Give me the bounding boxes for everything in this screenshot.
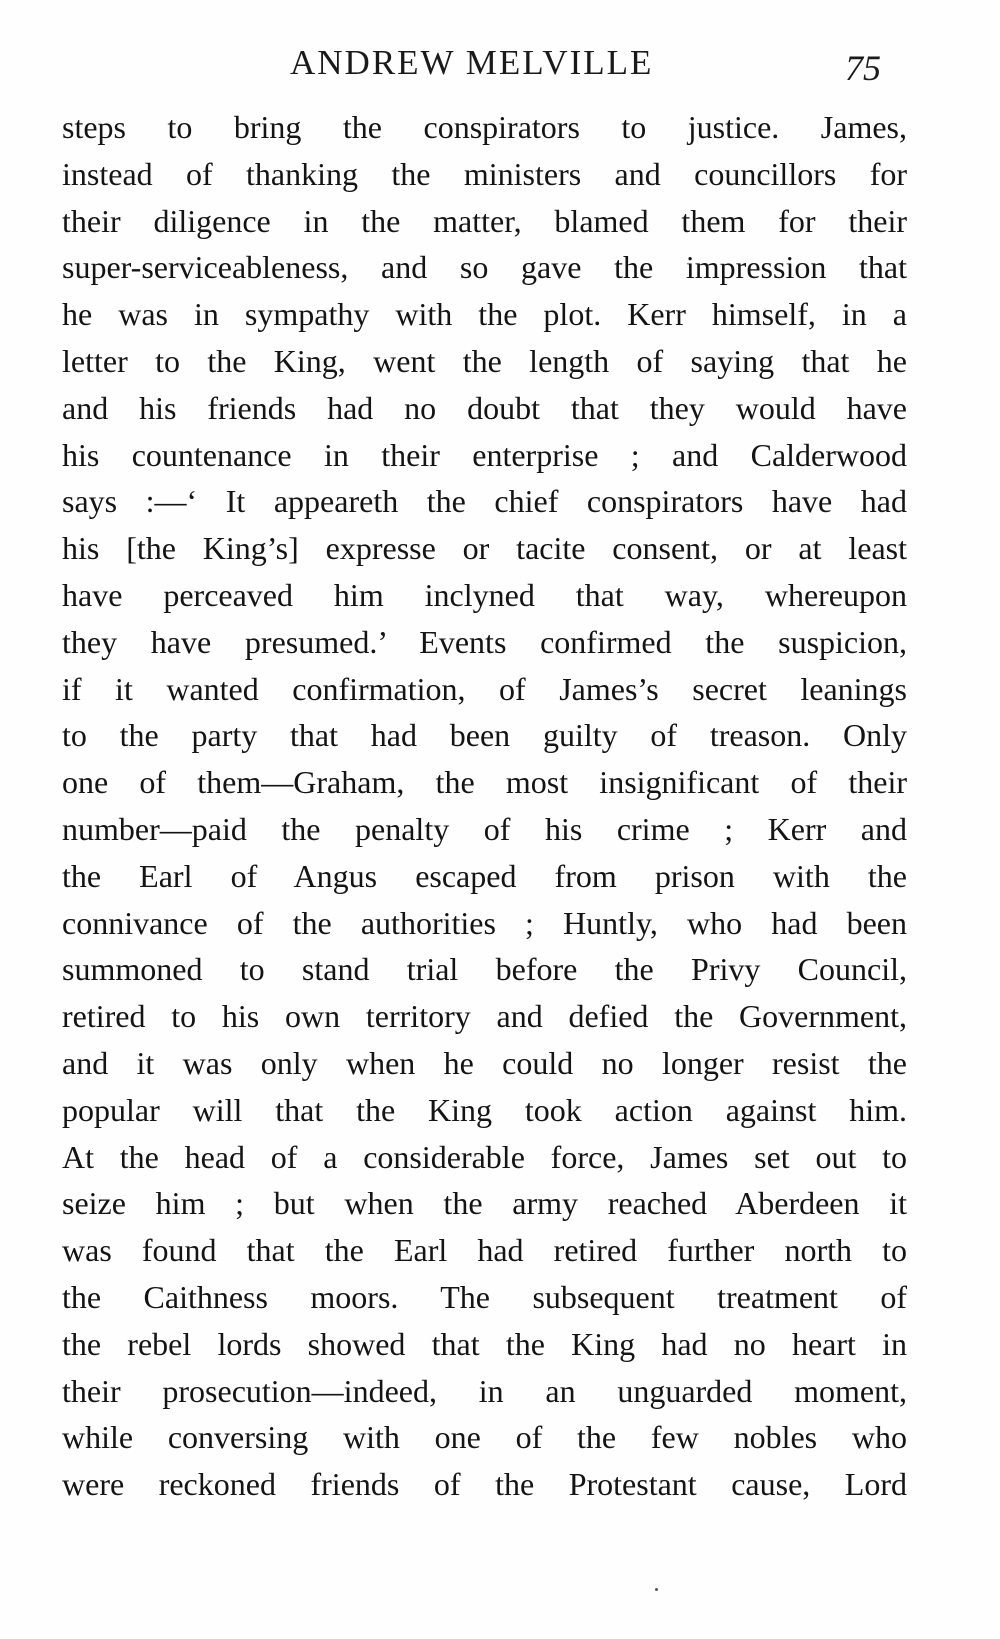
text-line: instead of thanking the ministers and councillors for [62, 155, 907, 192]
text-line: connivance of the authorities ; Huntly, who had been [62, 904, 907, 941]
text-line: his countenance in their enterprise ; and Calderwood [62, 436, 907, 473]
text-line: while conversing with one of the few nobles who [62, 1419, 907, 1456]
text-line: the Caithness moors. The subsequent treatment of [62, 1278, 907, 1315]
text-line: says :—‘ It appeareth the chief conspirators have had [62, 483, 907, 520]
text-line: have perceaved him inclyned that way, whereupon [62, 576, 907, 613]
page-number: 75 [845, 48, 881, 88]
text-line: number—paid the penalty of his crime ; Kerr and [62, 810, 907, 847]
text-line: popular will that the King took action against him. [62, 1091, 907, 1128]
text-line: super-serviceableness, and so gave the impression that [62, 249, 907, 286]
text-line: their diligence in the matter, blamed them for their [62, 202, 907, 239]
text-line: retired to his own territory and defied the Government, [62, 998, 907, 1035]
text-line: and it was only when he could no longer resist the [62, 1044, 907, 1081]
text-line: they have presumed.’ Events confirmed the suspicion, [62, 623, 907, 660]
text-line: was found that the Earl had retired further north to [62, 1232, 907, 1269]
body-text [62, 104, 907, 1508]
scan-speck [655, 1588, 658, 1591]
text-line: the Earl of Angus escaped from prison with the [62, 857, 907, 894]
running-head [0, 38, 1000, 88]
text-line: the rebel lords showed that the King had no heart in [62, 1325, 907, 1362]
text-line: were reckoned friends of the Protestant cause, Lord [62, 1466, 907, 1503]
text-line: seize him ; but when the army reached Aberdeen it [62, 1185, 907, 1222]
text-line: At the head of a considerable force, James set out to [62, 1138, 907, 1175]
text-line: their prosecution—indeed, in an unguarded moment, [62, 1372, 907, 1409]
running-title: ANDREW MELVILLE [290, 43, 654, 82]
text-line: and his friends had no doubt that they would have [62, 389, 907, 426]
text-line: letter to the King, went the length of saying that he [62, 342, 907, 379]
text-line: summoned to stand trial before the Privy Council, [62, 951, 907, 988]
text-line: to the party that had been guilty of treason. Only [62, 717, 907, 754]
text-line: his [the King’s] expresse or tacite consent, or at least [62, 530, 907, 567]
text-line: he was in sympathy with the plot. Kerr himself, in a [62, 296, 907, 333]
text-line: steps to bring the conspirators to justice. James, [62, 109, 907, 145]
text-line: one of them—Graham, the most insignificant of their [62, 764, 907, 801]
text-line: if it wanted confirmation, of James’s secret leanings [62, 670, 907, 707]
